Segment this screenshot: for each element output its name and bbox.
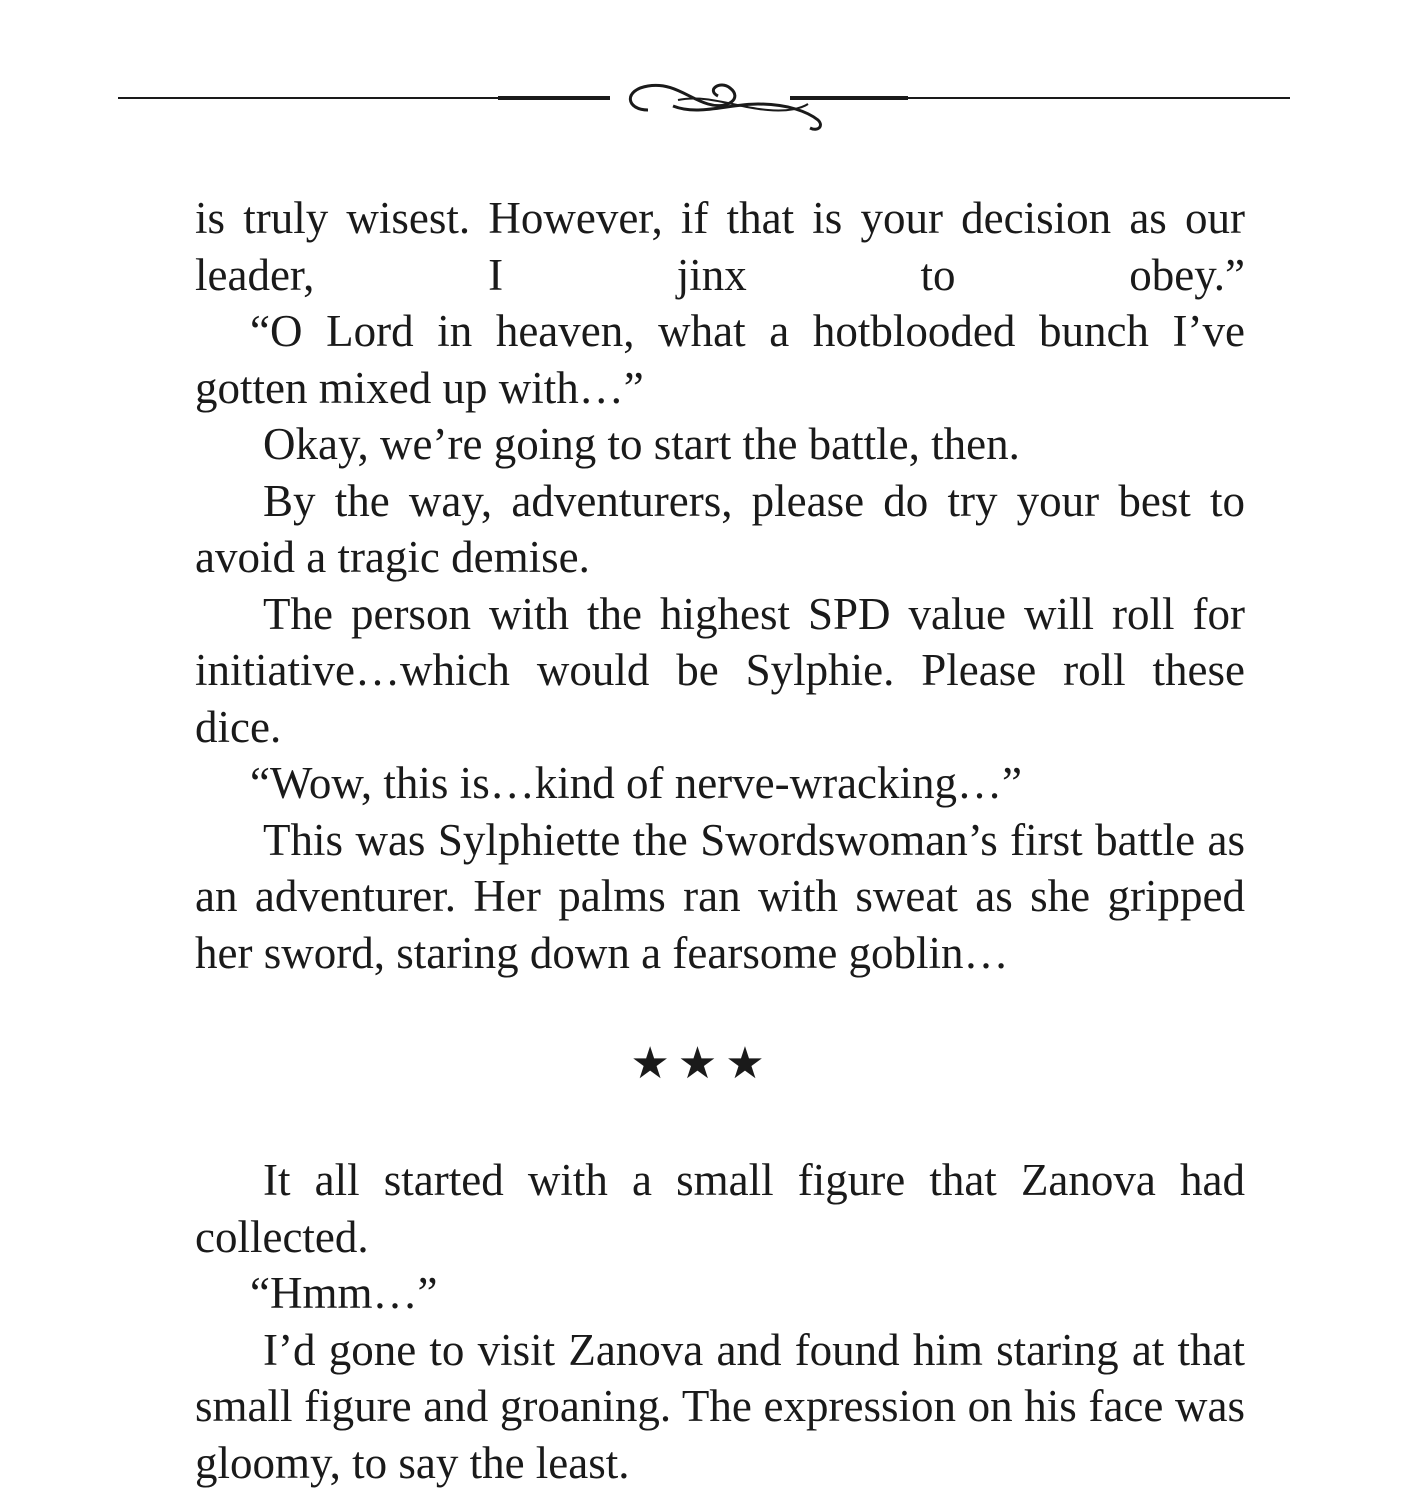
main-text-section-2	[195, 1152, 1245, 1491]
main-text-section	[195, 190, 1245, 981]
paragraph-dialogue: “O Lord in heaven, what a hotblooded bunch I’ve gotten mixed up with…”	[195, 306, 1245, 413]
paragraph-narration: This was Sylphiette the Swordswoman’s first battle as an adventurer. Her palms ran with sweat as she gripped her sword, staring down a fearsome goblin…	[195, 814, 1245, 978]
paragraph-continued: is truly wisest. However, if that is your decision as our leader, I jinx to obey.”	[195, 193, 1245, 300]
paragraph-narration: It all started with a small figure that Zanova had collected.	[195, 1155, 1245, 1262]
paragraph-narration: I’d gone to visit Zanova and found him staring at that small figure and groaning. The expression on his face was gloomy, to say the least.	[195, 1324, 1245, 1488]
paragraph-dialogue: “Wow, this is…kind of nerve-wracking…”	[250, 758, 1023, 808]
paragraph-narration: By the way, adventurers, please do try your best to avoid a tragic demise.	[195, 475, 1245, 582]
flourish-divider-icon	[118, 60, 1290, 140]
paragraph-dialogue: “Hmm…”	[250, 1268, 438, 1318]
scene-break-stars-icon: ★★★	[630, 1038, 773, 1089]
paragraph-narration: The person with the highest SPD value will roll for initiative…which would be Sylphie. Please roll these dice.	[195, 588, 1245, 752]
paragraph-narration: Okay, we’re going to start the battle, then.	[263, 419, 1020, 469]
